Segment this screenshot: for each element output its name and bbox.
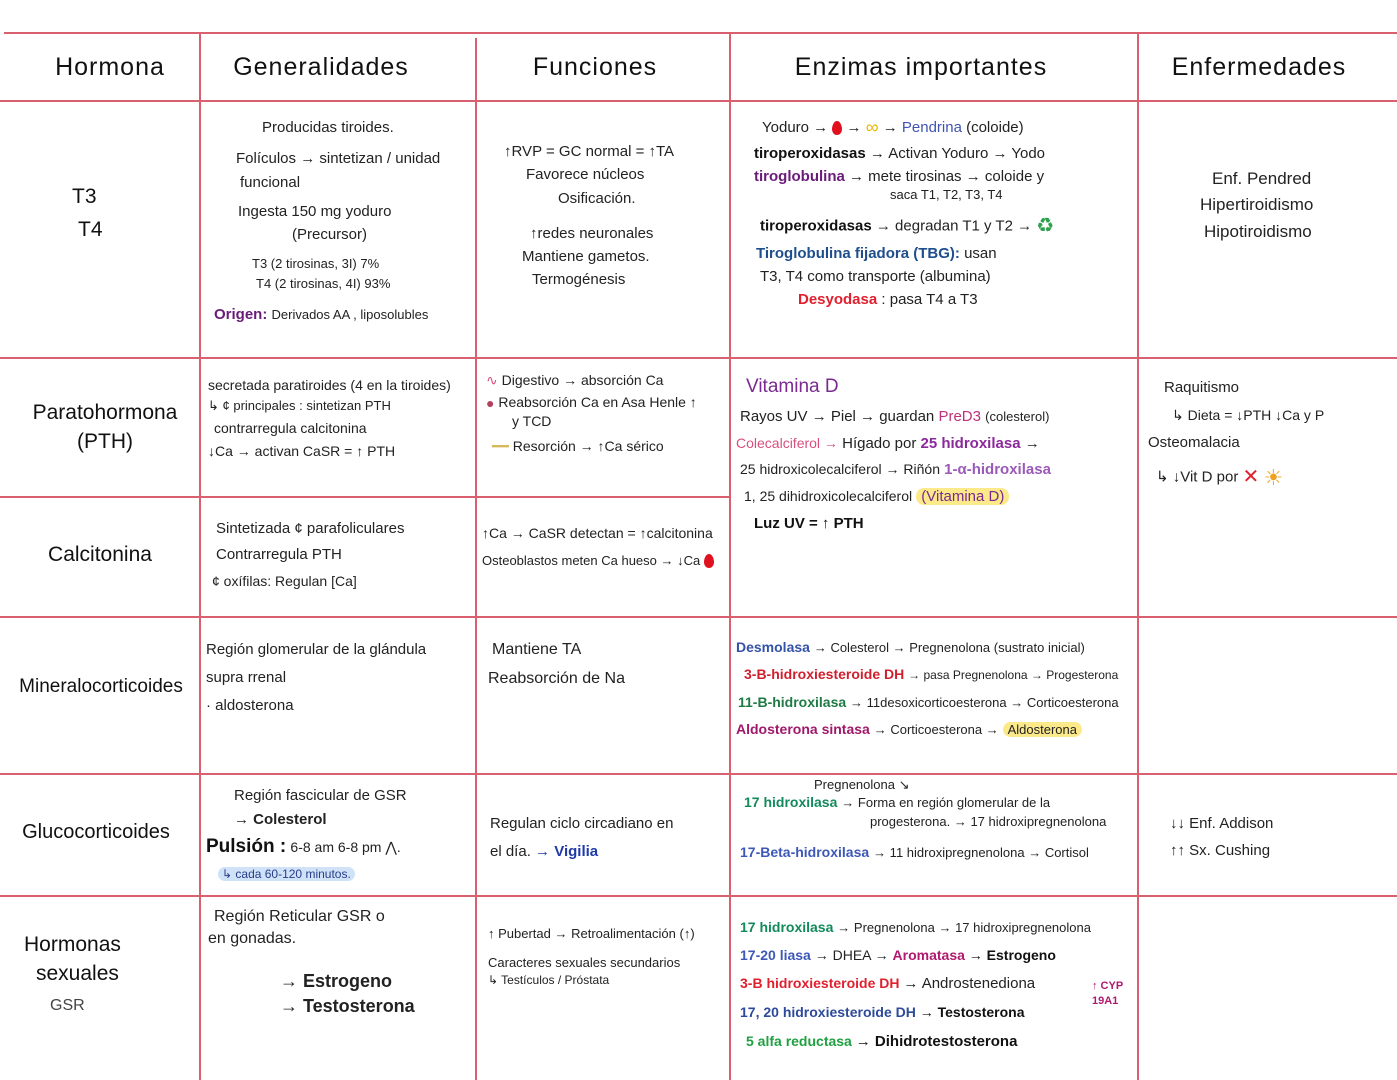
text-line: funcional — [240, 173, 301, 191]
enzyme-name: 17 hidroxilasa — [740, 919, 834, 935]
enfermedades-gluco — [1170, 810, 1390, 870]
vitamin-title: Vitamina D — [746, 376, 839, 397]
text-line: → Estrogeno — [280, 970, 393, 991]
enzyme-name: 17 hidroxilasa — [744, 794, 838, 811]
enzyme-line — [740, 914, 1136, 942]
function-line — [486, 370, 726, 392]
text: (colesterol) — [985, 408, 1050, 424]
enzyme-name: Tiroglobulina fijadora (TBG): — [756, 244, 960, 262]
text-line: Favorece núcleos — [526, 166, 645, 184]
text: : pasa T4 a T3 — [881, 291, 978, 309]
hormone-line: T4 — [78, 218, 103, 242]
text-line: T3, T4 como transporte (albumina) — [760, 267, 991, 285]
hormone-line: Mineralocorticoides — [19, 676, 183, 697]
text-line — [206, 832, 472, 862]
text-line — [1148, 457, 1393, 494]
hormone-pth — [10, 398, 200, 457]
aldosterona-highlight: Aldosterona — [1003, 722, 1082, 737]
text: 25 hidroxicolecalciferol → Riñón — [740, 461, 940, 478]
enzyme-name: tiroperoxidasas — [760, 217, 872, 235]
text-line: Región glomerular de la glándula — [206, 641, 427, 658]
text-line: Región Reticular GSR o — [214, 908, 385, 925]
grid-line — [199, 32, 201, 1080]
text: → Dihidrotestosterona — [855, 1032, 1018, 1050]
blood-drop-icon — [832, 121, 842, 135]
text-line: Caracteres sexuales secundarios — [488, 954, 681, 970]
text-line: Osificación. — [558, 189, 636, 207]
text-line: ↳ Dieta = ↓PTH ↓Ca y P — [1172, 407, 1325, 424]
hormone-mineralocorticoides — [8, 674, 194, 701]
text: ↳ ↓Vit D por — [1156, 468, 1239, 486]
enzyme-line — [736, 634, 1134, 661]
text: Digestivo → absorción Ca — [501, 372, 664, 388]
text-line: supra rrenal — [206, 668, 287, 686]
grid-line — [0, 895, 1397, 897]
enzyme-line — [736, 716, 1134, 743]
text: → pasa Pregnenolona → Progesterona — [908, 668, 1119, 683]
text: → 11desoxicorticoesterona → Corticoesterona — [850, 694, 1119, 710]
text-line: T3 (2 tirosinas, 3I) 7% — [252, 256, 380, 272]
function-line — [486, 392, 726, 414]
cyp-label: ↑ CYP 19A1 — [1092, 980, 1123, 1007]
x-mark-icon: ✕ — [1242, 465, 1260, 488]
text-line: (Precursor) — [292, 226, 368, 243]
enzyme-line — [750, 211, 1132, 242]
text-line: Producidas tiroides. — [262, 119, 394, 136]
pulsion-note: ↳ cada 60-120 minutos. — [218, 867, 355, 881]
enzyme-name: 1-α-hidroxilasa — [944, 461, 1051, 479]
text: → Colesterol → Pregnenolona (sustrato inicial) — [813, 640, 1085, 655]
text-line: Sintetizada ¢ parafoliculares — [216, 520, 405, 537]
text-line: Contrarregula PTH — [216, 546, 342, 564]
text-line: → Colesterol — [234, 811, 327, 828]
enzyme-name: Desmolasa — [736, 639, 810, 655]
text: → — [1024, 434, 1040, 452]
enzyme-line — [750, 288, 1132, 311]
text: 6-8 am 6-8 pm ⋀. — [290, 839, 401, 855]
text: → degradan T1 y T2 → — [875, 217, 1033, 235]
text: → Activan Yoduro → Yodo — [869, 144, 1046, 162]
generalidades-gluco — [206, 784, 472, 892]
blood-drop-icon — [704, 554, 714, 568]
text-line: ↳ Testículos / Próstata — [488, 972, 610, 987]
hormone-t3t4 — [60, 182, 120, 245]
text-line: Termogénesis — [532, 271, 626, 289]
text: → — [882, 118, 898, 136]
generalidades-sexuales — [208, 906, 472, 1036]
generalidades-t3t4 — [214, 116, 469, 352]
enzyme-line — [750, 165, 1132, 188]
sun-icon: ☀ — [1263, 464, 1284, 490]
hormone-line: T3 — [72, 185, 97, 208]
enzyme-line — [736, 689, 1134, 716]
text-line: Folículos → sintetizan / unidad — [236, 150, 441, 168]
text: Rayos UV → Piel → guardan — [740, 407, 935, 425]
generalidades-calcitonina — [212, 516, 470, 612]
text-line: Mantiene gametos. — [522, 248, 650, 265]
enzyme-line — [740, 842, 1136, 863]
grid-line — [1137, 32, 1139, 1080]
text-line: y TCD — [512, 413, 552, 430]
text-line: Reabsorción de Na — [488, 669, 625, 687]
hormone-sub: GSR — [50, 996, 85, 1014]
vitamin-d-highlight: (Vitamina D) — [916, 488, 1009, 505]
enzyme-line — [740, 999, 1136, 1027]
enzyme-line — [736, 457, 1134, 484]
enzimas-mineralo — [736, 634, 1134, 769]
disease: ↓↓ Enf. Addison — [1170, 815, 1274, 832]
text: Resorción → ↑Ca sérico — [512, 437, 664, 454]
text-line: Mantiene TA — [492, 641, 582, 658]
pulsion-label: Pulsión : — [206, 836, 287, 857]
text-line: T4 (2 tirosinas, 4I) 93% — [256, 276, 391, 292]
text-line: ↑RVP = GC normal = ↑TA — [504, 143, 675, 160]
grid-line — [475, 38, 477, 1080]
enzyme-name: 5 alfa reductasa — [746, 1032, 852, 1049]
text: → — [846, 118, 862, 136]
header-funciones: Funciones — [532, 52, 658, 81]
pred3-label: PreD3 — [938, 407, 981, 425]
enzyme-name: 3-B-hidroxiesteroide DH — [744, 666, 905, 683]
enzyme-line — [750, 114, 1132, 142]
enzyme-name: 25 hidroxilasa — [920, 434, 1021, 452]
text-line: Regulan ciclo circadiano en — [490, 815, 674, 832]
hormone-line: Paratohormona — [32, 401, 178, 424]
text-line: ↑ Pubertad → Retroalimentación (↑) — [488, 926, 695, 941]
text: → Testosterona — [919, 1004, 1025, 1021]
hormone-glucocorticoides — [6, 818, 186, 846]
enfermedades-t3t4 — [1200, 166, 1390, 266]
grid-line — [0, 616, 1397, 618]
disease: Hipotiroidismo — [1204, 221, 1312, 241]
enzyme-name: Aromatasa — [892, 946, 965, 963]
text: usan — [964, 244, 997, 262]
text-line: saca T1, T2, T3, T4 — [890, 187, 1003, 203]
text-line: Ingesta 150 mg yoduro — [238, 202, 392, 220]
text: → DHEA → — [814, 946, 889, 963]
grid-line — [0, 496, 730, 498]
header-hormona: Hormona — [55, 52, 165, 81]
text: (coloide) — [966, 118, 1024, 136]
text-line: Pregnenolona ↘ — [814, 778, 910, 792]
enzyme-line — [740, 969, 1136, 1007]
enzyme-line — [736, 404, 1134, 431]
text-line: → Testosterona — [280, 995, 415, 1016]
text: → Estrogeno — [968, 946, 1056, 963]
disease: Enf. Pendred — [1212, 169, 1312, 188]
vigilia-label: → Vigilia — [535, 842, 599, 860]
text-line — [490, 838, 726, 866]
text-line: contrarregula calcitonina — [214, 420, 367, 437]
hormone-sexuales — [24, 930, 174, 1017]
text: → 11 hidroxipregnenolona → Cortisol — [873, 844, 1089, 860]
text-line: Región fascicular de GSR — [234, 787, 407, 804]
text: → Pregnenolona → 17 hidroxipregnenolona — [837, 920, 1091, 935]
text: el día. — [490, 842, 531, 860]
text-line: ↓Ca → activan CaSR = ↑ PTH — [208, 442, 396, 459]
text-line: secretada paratiroides (4 en la tiroides) — [208, 377, 451, 393]
kidney-icon: ● — [486, 394, 495, 411]
grid-line — [0, 100, 1397, 102]
text-line — [206, 862, 472, 886]
function-line — [482, 547, 728, 574]
header-enfermedades: Enfermedades — [1171, 52, 1347, 81]
text: Colecalciferol → — [736, 434, 838, 451]
enzyme-line — [740, 792, 1136, 813]
grid-line — [0, 773, 1397, 775]
generalidades-pth — [208, 374, 472, 492]
enzyme-name: Aldosterona sintasa — [736, 720, 870, 737]
text-line: ↳ ¢ principales : sintetizan PTH — [208, 398, 391, 414]
enzimas-sexuales — [740, 914, 1136, 1064]
hormone-line: Glucocorticoides — [22, 821, 170, 843]
text-line: Luz UV = ↑ PTH — [754, 514, 864, 532]
text: 1, 25 dihidroxicolecalciferol — [744, 487, 913, 504]
enzyme-line — [740, 1027, 1136, 1057]
enzyme-line — [750, 242, 1132, 265]
enzyme-line — [750, 142, 1132, 165]
origen-line — [214, 303, 469, 326]
enzyme-name: tiroglobulina — [754, 168, 845, 186]
enzyme-name: 3-B hidroxiesteroide DH — [740, 975, 900, 992]
disease: Hipertiroidismo — [1200, 195, 1314, 215]
hormone-line: Calcitonina — [48, 543, 152, 566]
origen-text: Derivados AA , liposolubles — [271, 306, 429, 322]
funciones-gluco — [490, 810, 726, 880]
function-line — [486, 436, 726, 458]
text: Hígado por — [842, 434, 917, 452]
text: Reabsorción Ca en Asa Henle ↑ — [498, 394, 697, 411]
funciones-sexuales — [488, 924, 726, 1014]
enzyme-line — [736, 484, 1134, 511]
enzyme-name: 17, 20 hidroxiesteroide DH — [740, 1004, 916, 1021]
hormone-line: Hormonas — [24, 933, 121, 956]
header-enzimas: Enzimas importantes — [794, 52, 1048, 81]
pendrina-label: Pendrina — [901, 118, 962, 136]
header-generalidades: Generalidades — [233, 52, 409, 81]
text: → Androstenediona — [903, 975, 1036, 993]
enzyme-line — [736, 431, 1134, 458]
text: Yoduro → — [762, 118, 829, 136]
text: Osteoblastos meten Ca hueso → ↓Ca — [482, 552, 701, 568]
funciones-pth — [486, 370, 726, 494]
thyroid-gland-icon: ∞ — [865, 117, 879, 137]
enzimas-gluco — [740, 778, 1136, 890]
disease: Raquitismo — [1164, 379, 1240, 396]
text-line: ¢ oxífilas: Regulan [Ca] — [212, 572, 357, 589]
enfermedades-pth — [1148, 374, 1393, 494]
disease: Osteomalacia — [1148, 433, 1240, 451]
enzyme-name: Desyodasa — [798, 291, 878, 309]
hormone-line: sexuales — [36, 962, 119, 986]
origen-label: Origen: — [214, 305, 268, 323]
text-line: progesterona. → 17 hidroxipregnenolona — [870, 814, 1107, 830]
text-line: en gonadas. — [208, 930, 297, 948]
text-line: · aldosterona — [206, 696, 294, 714]
enzyme-name: 17-20 liasa — [740, 946, 811, 963]
enzyme-name: 17-Beta-hidroxilasa — [740, 843, 870, 860]
generalidades-mineralo — [206, 636, 470, 766]
funciones-t3t4 — [490, 140, 725, 352]
text-line: ↑redes neuronales — [530, 224, 654, 242]
funciones-calcitonina — [482, 520, 728, 610]
funciones-mineralo — [488, 636, 724, 766]
bone-icon: ━━ — [492, 438, 509, 455]
stomach-icon: ∿ — [486, 372, 498, 389]
grid-line — [729, 32, 731, 1080]
enzimas-pth — [736, 370, 1134, 545]
grid-line — [0, 357, 1397, 359]
enzimas-t3t4 — [750, 114, 1132, 354]
text: → mete tirosinas → coloide y — [849, 168, 1045, 186]
enzyme-line — [740, 942, 1136, 970]
enzyme-line — [736, 661, 1134, 688]
enzyme-name: 11-B-hidroxilasa — [738, 693, 847, 710]
disease: ↑↑ Sx. Cushing — [1170, 842, 1271, 859]
hormone-calcitonina — [10, 540, 190, 569]
enzyme-name: tiroperoxidasas — [754, 144, 866, 162]
recycle-icon: ♻ — [1036, 214, 1055, 237]
text-line: ↑Ca → CaSR detectan = ↑calcitonina — [482, 525, 713, 541]
text: → Forma en región glomerular de la — [841, 795, 1051, 811]
hormone-line: (PTH) — [77, 430, 133, 454]
text: → Corticoesterona → — [873, 721, 999, 737]
